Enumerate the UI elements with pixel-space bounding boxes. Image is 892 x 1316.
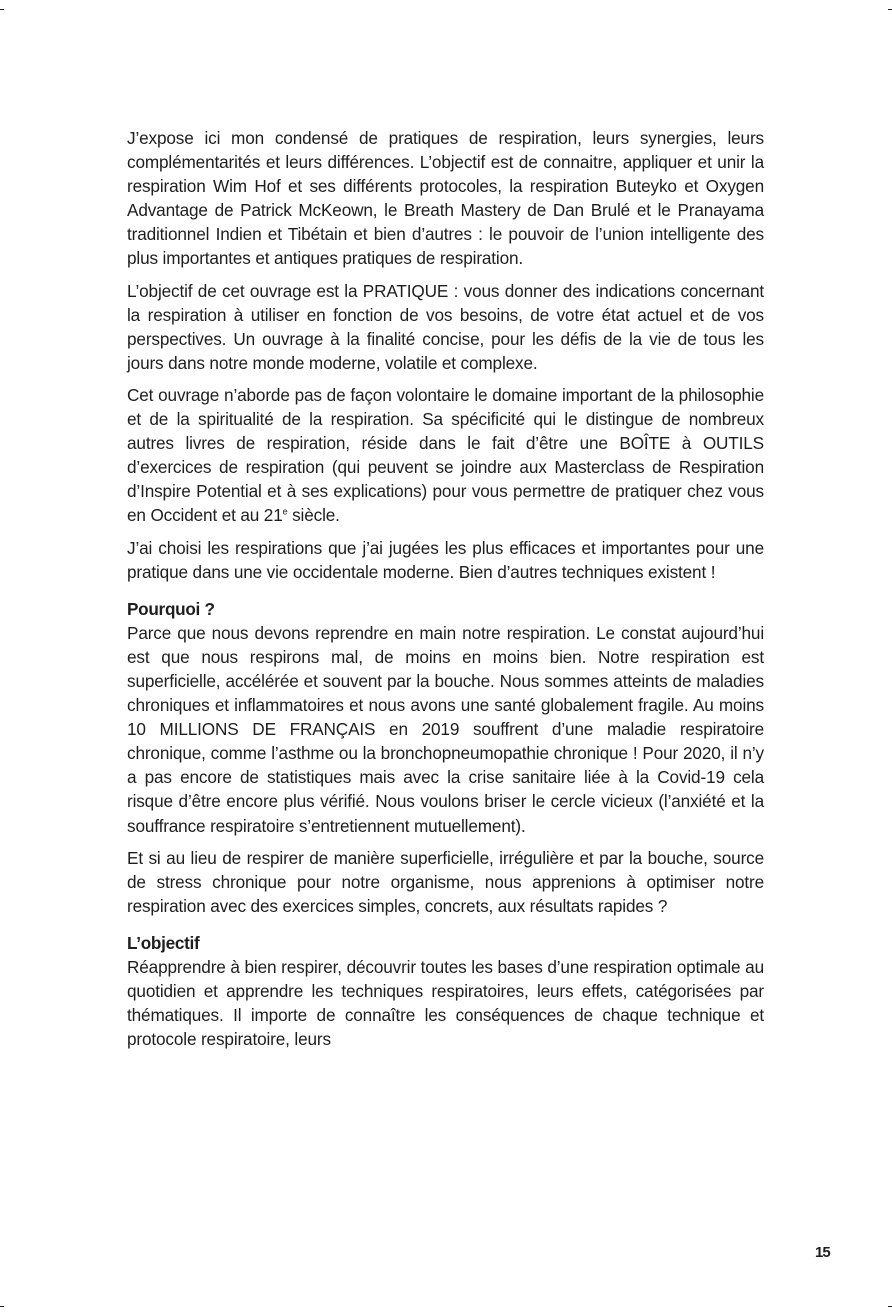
section-heading-objectif: L’objectif <box>127 932 200 953</box>
pourquoi-paragraph-1: Parce que nous devons reprendre en main notre respiration. Le constat aujourd’hui est que nous respirons mal, de moins en moins bien. Notre respiration est superficielle, accélérée et souvent par la bouche. Nous sommes atteints de maladies chroniques et inflammatoires et nous avons une santé globalement fragile. Au moins 10 MILLIONS DE FRANÇAIS en 2019 souffrent d’une maladie respiratoire chronique, comme l’asthme ou la bronchopneumopathie chronique ! Pour 2020, il n’y a pas encore de statistiques mais avec la crise sanitaire liée à la Covid-19 cela risque d’être encore plus vérifié. Nous voulons briser le cercle vicieux (l’anxiété et la souffrance respiratoire s’entretiennent mutuellement). <box>127 622 764 836</box>
page-body <box>127 126 764 1059</box>
crop-mark-top-right <box>888 9 892 10</box>
intro-paragraph-3 <box>127 383 764 528</box>
crop-mark-bottom-right <box>888 1306 892 1307</box>
intro-paragraph-1: J’expose ici mon condensé de pratiques de respiration, leurs synergies, leurs complémentarités et leurs différences. L’objectif est de connaitre, appliquer et unir la respiration Wim Hof et ses différents protocoles, la respiration Buteyko et Oxygen Advantage de Patrick McKeown, le Breath Mastery de Dan Brulé et le Pranayama traditionnel Indien et Tibétain et bien d’autres : le pouvoir de l’union intelligente des plus importantes et antiques pratiques de respiration. <box>127 128 764 269</box>
objectif-paragraph-1: Réapprendre à bien respirer, découvrir toutes les bases d’une respiration optimale au quotidien et apprendre les techniques respiratoires, leurs effets, catégorisées par thématiques. Il importe de connaître les conséquences de chaque technique et protocole respiratoire, leurs <box>127 957 764 1050</box>
intro-paragraph-2: L’objectif de cet ouvrage est la PRATIQUE : vous donner des indications concernant la respiration à utiliser en fonction de vos besoins, de votre état actuel et de vos perspectives. Un ouvrage à la finalité concise, pour les défis de la vie de tous les jours dans notre monde moderne, volatile et complexe. <box>127 280 764 373</box>
ordinal-superscript: e <box>282 506 288 517</box>
intro-paragraph-4: J’ai choisi les respirations que j’ai jugées les plus efficaces et importantes pour une pratique dans une vie occidentale moderne. Bien d’autres techniques existent ! <box>127 537 764 582</box>
section-objectif <box>127 931 764 1051</box>
intro-paragraph-3-tail: siècle. <box>287 505 340 526</box>
page-number: 15 <box>815 1244 830 1261</box>
pourquoi-paragraph-2: Et si au lieu de respirer de manière superficielle, irrégulière et par la bouche, source de stress chronique pour notre organisme, nous apprenions à optimiser notre respiration avec des exercices simples, concrets, aux résultats rapides ? <box>127 847 764 916</box>
section-heading-pourquoi: Pourquoi ? <box>127 598 215 619</box>
section-pourquoi <box>127 597 764 918</box>
crop-mark-top-left <box>0 9 4 10</box>
intro-paragraph-3-text: Cet ouvrage n’aborde pas de façon volontaire le domaine important de la philosophie et de la spiritualité de la respiration. Sa spécificité qui le distingue de nombreux autres livres de respiration, réside dans le fait d’être une BOÎTE à OUTILS d’exercices de respiration (qui peuvent se joindre aux Masterclass de Respiration d’Inspire Potential et à ses explications) pour vous permettre de pratiquer chez vous en Occident et au 21 <box>127 384 764 526</box>
crop-mark-bottom-left <box>0 1306 4 1307</box>
